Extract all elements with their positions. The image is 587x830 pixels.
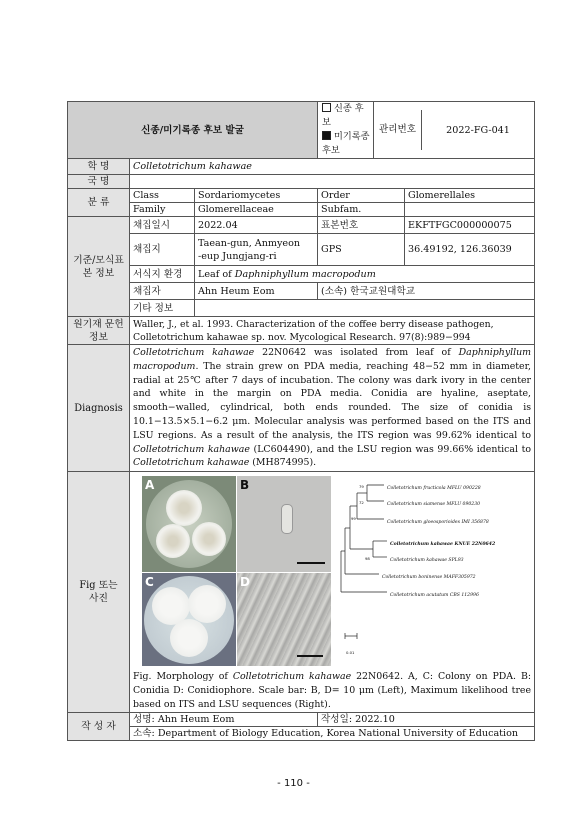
collector-label: 채집자 [130,283,195,300]
tree-taxon-1: Colletotrichum fructicola MFLU 090228 [387,486,481,492]
management-number-cell [374,102,535,159]
colony-photo-a [142,476,236,572]
bootstrap-1: 79 [359,484,364,490]
family-label: Family [130,203,195,217]
option-new-candidate[interactable]: 신종 후보 [322,103,364,128]
figure-label: Fig 또는 사진 [68,472,130,713]
form-sheet [67,101,534,741]
korean-name-value [130,175,535,189]
collection-site-value: Taean-gun, Anmyeon -eup Jungjang-ri [195,234,318,266]
panel-a-label: A [145,478,155,493]
tree-taxon-2: Colletotrichum siamense MFLU 090230 [387,502,481,508]
collection-date-label: 채집일시 [130,217,195,234]
diagnosis-label: Diagnosis [68,345,130,472]
unrecorded-candidate-checkbox[interactable] [322,131,331,140]
scientific-name-label: 학 명 [68,159,130,175]
collection-date-value: 2022.04 [195,217,318,234]
tree-scale-value: 0.01 [346,650,355,656]
collection-site-label: 채집지 [130,234,195,266]
conidiophore-photo-d [237,573,331,666]
author-affiliation: 소속: Department of Biology Education, Korea National University of Education [130,727,535,741]
new-candidate-checkbox[interactable] [322,103,331,112]
order-value: Glomerellales [405,189,535,203]
tree-taxon-6: Colletotrichum boninense MAFF305972 [382,575,476,581]
bootstrap-4: 98 [365,556,370,562]
panel-d-label: D [240,575,250,590]
subfamily-value [405,203,535,217]
habitat-label: 서식지 환경 [130,266,195,283]
specimen-number-label: 표본번호 [318,217,405,234]
family-value: Glomerellaceae [195,203,318,217]
scientific-name-value: Colletotrichum kahawae [130,159,535,175]
subfamily-label: Subfam. [318,203,405,217]
bootstrap-3: 99 [351,516,356,522]
collector-affiliation: (소속) 한국교원대학교 [318,283,535,300]
management-number-label: 관리번호 [374,110,422,150]
colony-photo-c [142,573,236,666]
other-info-label: 기타 정보 [130,300,195,317]
habitat-value: Leaf of Daphniphyllum macropodum [195,266,535,283]
class-value: Sordariomycetes [195,189,318,203]
specimen-form-table [67,101,535,741]
panel-c-label: C [145,575,154,590]
bootstrap-2: 72 [359,500,364,506]
tree-taxon-5: Colletotrichum kahawae SPL93 [390,558,464,564]
figure-image-area [133,474,531,666]
classification-label: 분 류 [68,189,130,217]
author-name: 성명: Ahn Heum Eom [130,713,318,727]
management-number-value: 2022-FG-041 [446,124,510,136]
type-specimen-label: 기준/모식표 본 정보 [68,217,130,317]
figure-cell [130,472,535,713]
author-date: 작성일: 2022.10 [318,713,535,727]
class-label: Class [130,189,195,203]
author-label: 작 성 자 [68,713,130,741]
phylogenetic-tree [337,474,527,666]
option-unrecorded-candidate[interactable]: 미기록종 후보 [322,131,370,156]
candidate-type-options [318,102,374,159]
korean-name-label: 국 명 [68,175,130,189]
specimen-number-value: EKFTFGC000000075 [405,217,535,234]
original-reference-value: Waller, J., et al. 1993. Characterization of the coffee berry disease pathogen, Colletotrichum kahawae sp. nov. Mycological Research. 97(8):989−994 [130,317,535,345]
gps-label: GPS [318,234,405,266]
panel-b-label: B [240,478,250,493]
original-reference-label: 원기재 문헌 정보 [68,317,130,345]
collector-value: Ahn Heum Eom [195,283,318,300]
other-info-value [195,300,535,317]
conidia-photo-b [237,476,331,572]
page-number: - 110 - [277,778,310,789]
form-title: 신종/미기록종 후보 발굴 [68,102,318,159]
tree-taxon-3: Colletotrichum gloeosporioides IMI 356878 [387,520,489,526]
diagnosis-text: Colletotrichum kahawae 22N0642 was isolated from leaf of Daphniphyllum macropodum. The strain grew on PDA media, reaching 48−52 mm in diameter, radial at 25℃ after 7 days of incubation. The colony was dark ivory in the center and white in the margin on PDA media. Conidia are hyaline, aseptate, smooth−walled, cylindrical, both ends rounded. The size of conidia is 10.1−13.5×5.1−6.2 μm. Molecular analysis was performed based on the ITS and LSU regions. As a result of the analysis, the ITS region was 99.62% identical to Colletotrichum kahawae (LC604490), and the LSU region was 99.66% identical to Colletotrichum kahawae (MH874995). [130,345,535,472]
tree-taxon-4-query: Colletotrichum kahawae KNUE 22N0642 [390,542,496,548]
figure-caption: Fig. Morphology of Colletotrichum kahawae 22N0642. A, C: Colony on PDA. B: Conidia D: Conidiophore. Scale bar: B, D= 10 μm (Left), Maximum likelihood tree based on ITS and LSU sequences (Right). [133,671,532,710]
order-label: Order [318,189,405,203]
tree-taxon-7: Colletotrichum acutatum CBS 112996 [390,593,479,599]
gps-value: 36.49192, 126.36039 [405,234,535,266]
